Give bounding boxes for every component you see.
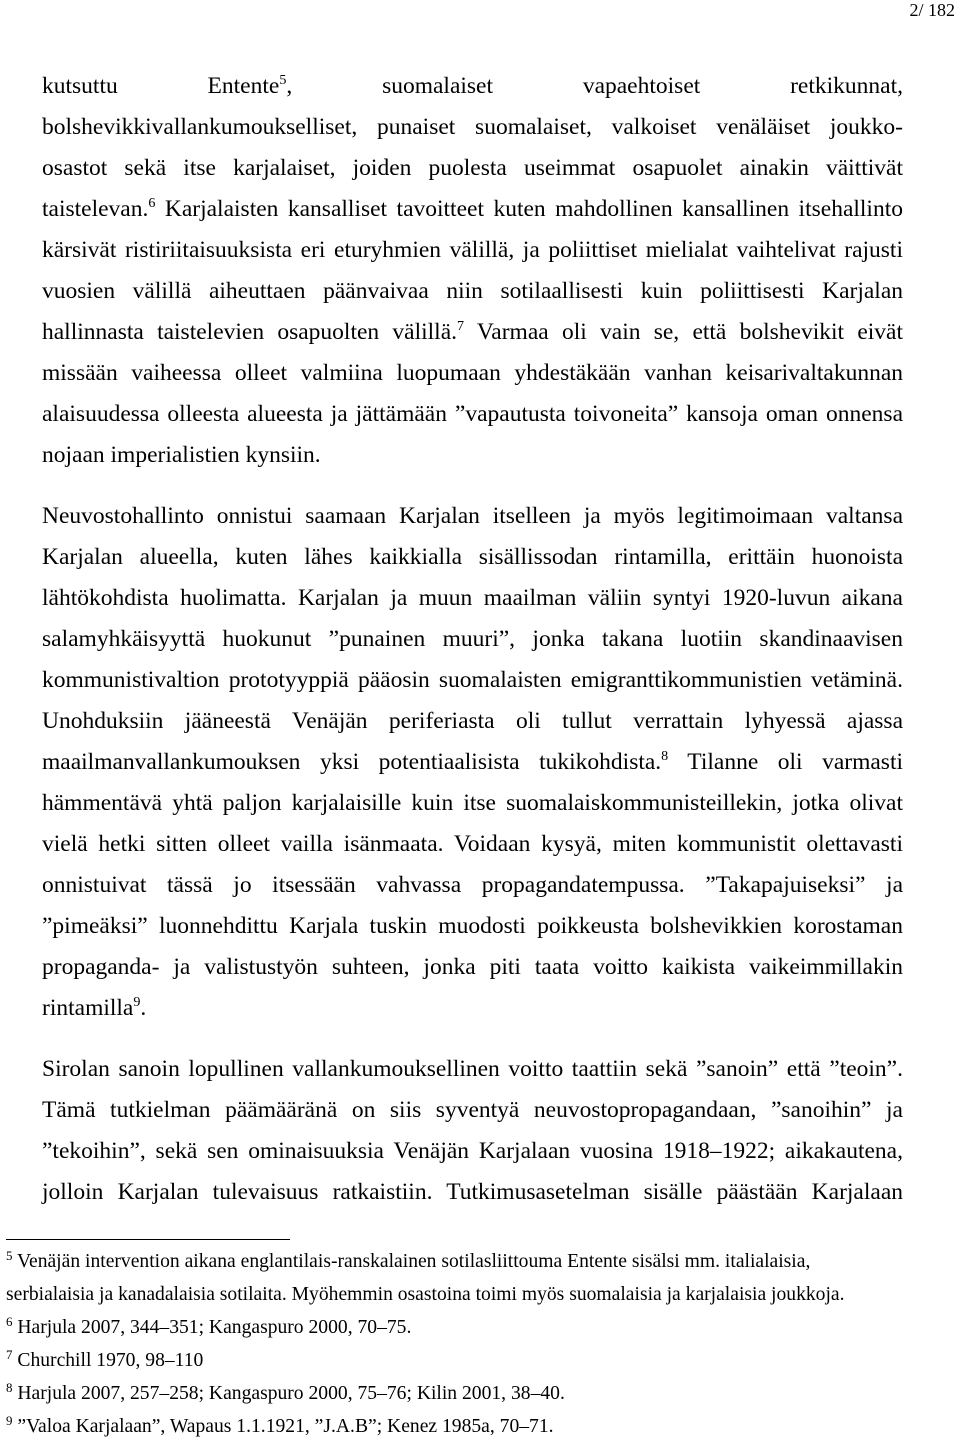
text-line: bolshevikkivallankumoukselliset, punaiset suomalaiset, valkoiset venäläiset joukko- (42, 114, 903, 140)
footnote (6, 1410, 954, 1443)
text-line: jolloin Karjalan tulevaisuus ratkaistiin. Tutkimusasetelman sisälle päästään Karjalaan (42, 1179, 903, 1205)
text-line: vielä hetki sitten olleet vailla isänmaata. Voidaan kysyä, miten kommunistit olettavasti (42, 831, 903, 857)
text-line: lähtökohdista huolimatta. Karjalan ja muun maailman väliin syntyi 1920-luvun aikana (42, 585, 903, 611)
text-line: missään vaiheessa olleet valmiina luopumaan yhdestäkään vanhan keisarivaltakunnan (42, 360, 903, 386)
text-segment: rintamilla (42, 995, 134, 1021)
text-line: alaisuudessa olleesta alueesta ja jättämään ”vapautusta toivoneita” kansoja oman onnensa (42, 401, 903, 427)
text-line (42, 189, 903, 230)
text-line: osastot sekä itse karjalaiset, joiden puolesta useimmat osapuolet ainakin väittivät (42, 155, 903, 181)
footnote-line: serbialaisia ja kanadalaisia sotilaita. Myöhemmin osastoina toimi myös suomalaisia ja karjalaisia joukkoja. (6, 1284, 845, 1305)
footnote-line (6, 1410, 954, 1443)
footnote-number: 6 (6, 1313, 13, 1329)
text-segment: hallinnasta taistelevien osapuolten välillä. (42, 319, 458, 345)
footnote-line (6, 1377, 954, 1410)
text-segment: Varmaa oli vain se, että bolshevikit eivät (464, 319, 904, 345)
footnote-text: Churchill 1970, 98–110 (17, 1350, 204, 1371)
text-line: nojaan imperialistien kynsiin. (42, 442, 321, 468)
text-segment: maailmanvallankumouksen yksi potentiaalisista tukikohdista. (42, 749, 662, 775)
footnote (6, 1344, 954, 1377)
footnote-line (6, 1311, 954, 1344)
footnote (6, 1377, 954, 1410)
footnote-ref: 8 (661, 748, 669, 765)
text-line: ”pimeäksi” luonnehdittu Karjala tuskin muodosti poikkeusta bolshevikkien korostaman (42, 913, 903, 939)
footnote (6, 1311, 954, 1344)
document-body (42, 66, 903, 1213)
text-line (42, 988, 903, 1029)
paragraph (42, 66, 903, 476)
text-segment: Karjalaisten kansalliset tavoitteet kuten mahdollinen kansallinen itsehallinto (155, 196, 903, 222)
text-line: Neuvostohallinto onnistui saamaan Karjalan itselleen ja myös legitimoimaan valtansa (42, 503, 903, 529)
text-line: propaganda- ja valistustyön suhteen, jonka piti taata voitto kaikista vaikeimmillakin (42, 954, 903, 980)
text-line: kärsivät ristiriitaisuuksista eri eturyhmien välillä, ja poliittiset mielialat vaihtelivat rajusti (42, 237, 903, 263)
text-line: salamyhkäisyyttä huokunut ”punainen muuri”, jonka takana luotiin skandinaavisen (42, 626, 903, 652)
footnote (6, 1245, 954, 1311)
text-segment: taistelevan. (42, 196, 149, 222)
footnote-text: Harjula 2007, 344–351; Kangaspuro 2000, 70–75. (17, 1317, 412, 1338)
footnote-ref: 6 (148, 195, 156, 212)
footnote-number: 5 (6, 1247, 13, 1263)
footnote-number: 7 (6, 1346, 13, 1362)
text-segment: Tilanne oli varmasti (668, 749, 904, 775)
text-line: Unohduksiin jääneestä Venäjän periferiasta oli tullut verrattain lyhyessä ajassa (42, 708, 903, 734)
footnotes (6, 1245, 954, 1443)
footnote-separator (6, 1239, 290, 1240)
footnote-text: ”Valoa Karjalaan”, Wapaus 1.1.1921, ”J.A.B”; Kenez 1985a, 70–71. (17, 1416, 554, 1437)
text-line: onnistuivat tässä jo itsessään vahvassa propagandatempussa. ”Takapajuiseksi” ja (42, 872, 903, 898)
text-line (42, 66, 903, 107)
footnote-text: Venäjän intervention aikana englantilais-ranskalainen sotilasliittouma Entente sisälsi mm. italialaisia, (17, 1251, 811, 1272)
text-line: hämmentävä yhtä paljon karjalaisille kuin itse suomalaiskommunisteillekin, jotka olivat (42, 790, 903, 816)
text-line: kommunistivaltion prototyyppiä pääosin suomalaisten emigranttikommunistien vetäminä. (42, 667, 903, 693)
text-line (42, 312, 903, 353)
page-number: 2/ 182 (909, 0, 955, 20)
text-segment: , suomalaiset vapaehtoiset retkikunnat, (286, 73, 903, 99)
footnote-number: 9 (6, 1412, 13, 1428)
footnote-number: 8 (6, 1379, 13, 1395)
footnote-ref: 9 (133, 994, 141, 1011)
text-segment: . (140, 995, 147, 1021)
text-line: Tämä tutkielman päämääränä on siis syventyä neuvostopropagandaan, ”sanoihin” ja (42, 1097, 903, 1123)
text-line: Karjalan alueella, kuten lähes kaikkialla sisällissodan rintamilla, erittäin huonoista (42, 544, 903, 570)
footnote-line (6, 1344, 954, 1377)
text-line: Sirolan sanoin lopullinen vallankumouksellinen voitto taattiin sekä ”sanoin” että ”teoin”. (42, 1056, 903, 1082)
footnote-line (6, 1245, 954, 1278)
paragraph (42, 1049, 903, 1213)
footnote-ref: 7 (457, 318, 465, 335)
footnote-ref: 5 (279, 72, 287, 89)
footnote-text: Harjula 2007, 257–258; Kangaspuro 2000, 75–76; Kilin 2001, 38–40. (17, 1383, 565, 1404)
text-line: vuosien välillä aiheuttaen päänvaivaa niin sotilaallisesti kuin poliittisesti Karjalan (42, 278, 903, 304)
text-line (42, 742, 903, 783)
text-line: ”tekoihin”, sekä sen ominaisuuksia Venäjän Karjalaan vuosina 1918–1922; aikakautena, (42, 1138, 903, 1164)
text-segment: kutsuttu Entente (42, 73, 280, 99)
paragraph (42, 496, 903, 1029)
